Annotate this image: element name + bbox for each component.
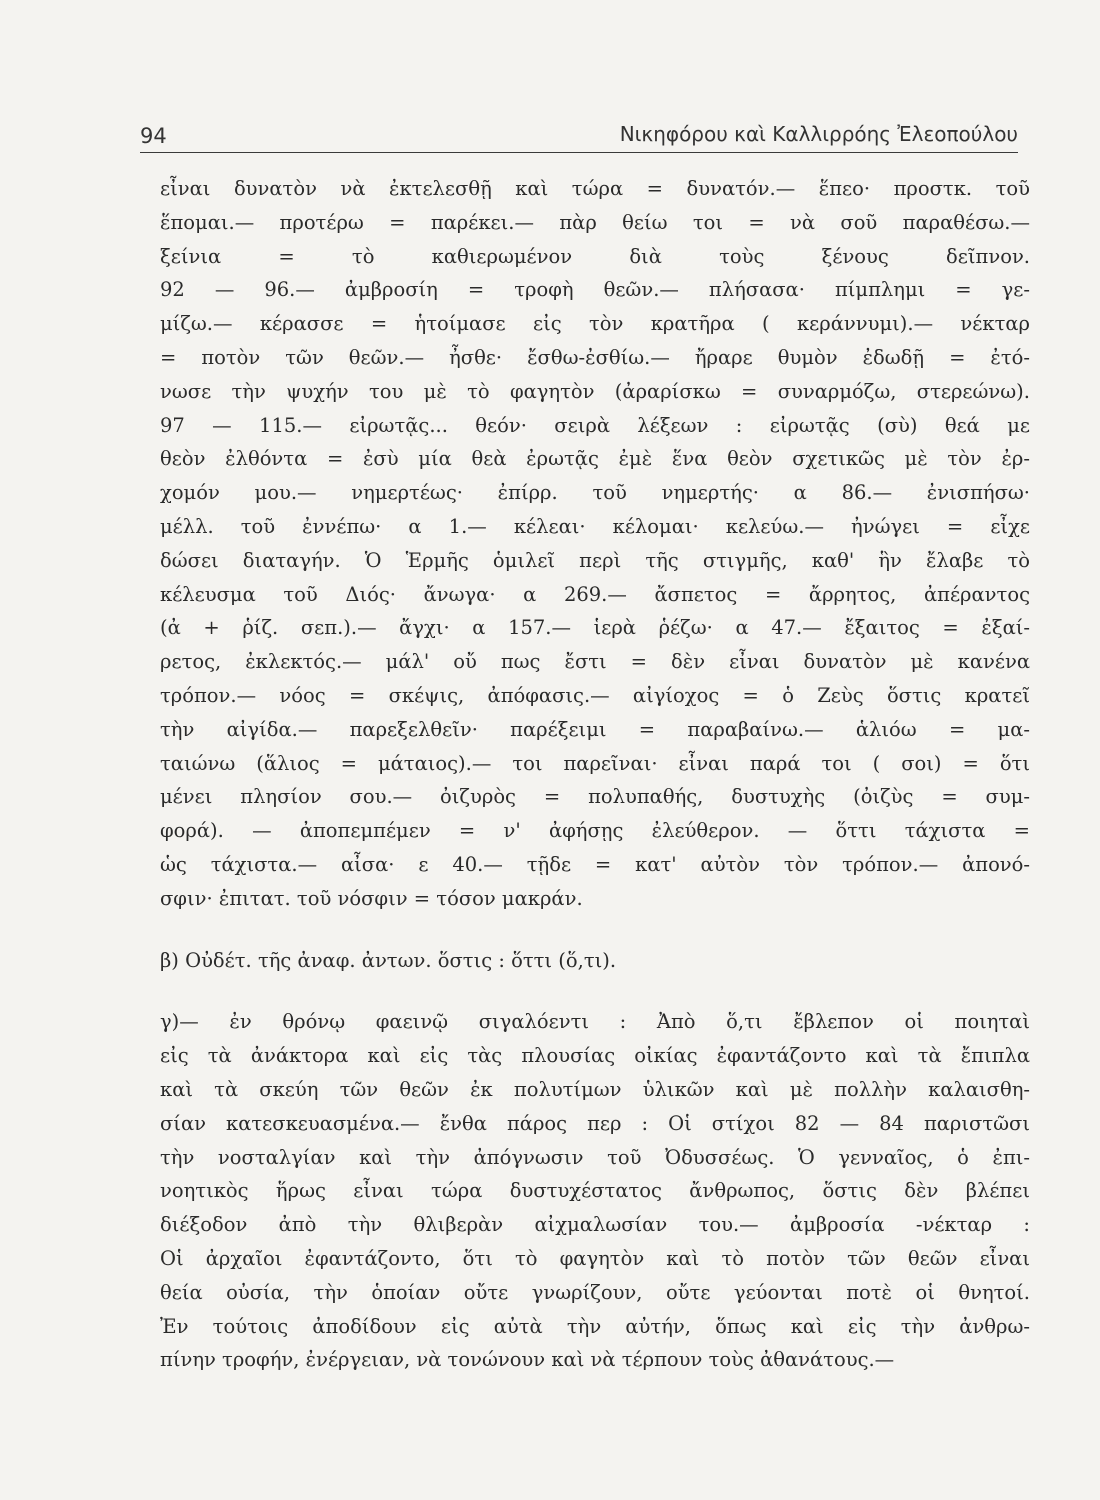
text-line: 97 — 115.— εἰρωτᾷς... θεόν· σειρὰ λέξεων : εἰρωτᾷς (σὺ) θεά με (160, 413, 1030, 437)
paragraph-2 (160, 944, 1030, 978)
paragraph-3 (160, 1005, 1030, 1377)
text-line: Ἐν τούτοις ἀποδίδουν εἰς αὐτὰ τὴν αὐτήν, ὅπως καὶ εἰς τὴν ἀνθρω- (160, 1314, 1030, 1338)
text-line: τὴν αἰγίδα.— παρεξελθεῖν· παρέξειμι = παραβαίνω.— ἁλιόω = μα- (160, 717, 1030, 741)
text-line: = ποτὸν τῶν θεῶν.— ἦσθε· ἔσθω-ἐσθίω.— ἤραρε θυμὸν ἐδωδῇ = ἐτό- (160, 345, 1030, 369)
text-line: φορά). — ἀποπεμπέμεν = ν' ἀφήσῃς ἐλεύθερον. — ὅττι τάχιστα = (160, 819, 1030, 843)
text-line: ἕπομαι.— προτέρω = παρέκει.— πὰρ θείω τοι = νὰ σοῦ παραθέσω.— (160, 210, 1030, 234)
text-line: εἰς τὰ ἀνάκτορα καὶ εἰς τὰς πλουσίας οἰκίας ἐφαντάζοντο καὶ τὰ ἔπιπλα (160, 1044, 1030, 1068)
text-line: (ἀ + ῥίζ. σεπ.).— ἄγχι· α 157.— ἱερὰ ῥέζω· α 47.— ἔξαιτος = ἐξαί- (160, 616, 1030, 640)
text-line: μένει πλησίον σου.— ὀιζυρὸς = πολυπαθής, δυστυχὴς (ὀιζὺς = συμ- (160, 785, 1030, 809)
text-line: κέλευσμα τοῦ Διός· ἄνωγα· α 269.— ἄσπετος = ἄρρητος, ἀπέραντος (160, 582, 1030, 606)
running-title: Νικηφόρου καὶ Καλλιρρόης Ἐλεοπούλου (619, 122, 1018, 146)
text-line: ὡς τάχιστα.— αἶσα· ε 40.— τῇδε = κατ' αὐτὸν τὸν τρόπον.— ἀπονό- (160, 852, 1030, 876)
text-line: μέλλ. τοῦ ἐννέπω· α 1.— κέλεαι· κέλομαι· κελεύω.— ἠνώγει = εἶχε (160, 514, 1030, 538)
text-line: καὶ τὰ σκεύη τῶν θεῶν ἐκ πολυτίμων ὑλικῶν καὶ μὲ πολλὴν καλαισθη- (160, 1077, 1030, 1101)
text-line: μίζω.— κέρασσε = ἡτοίμασε εἰς τὸν κρατῆρα ( κεράννυμι).— νέκταρ (160, 312, 1030, 336)
text-line: 92 — 96.— ἀμβροσίη = τροφὴ θεῶν.— πλήσασα· πίμπλημι = γε- (160, 278, 1030, 302)
text-line: β) Οὐδέτ. τῆς ἀναφ. ἀντων. ὅστις : ὅττι (ὅ,τι). (160, 948, 617, 972)
paragraph-gap (160, 977, 1030, 1005)
text-line: τὴν νοσταλγίαν καὶ τὴν ἀπόγνωσιν τοῦ Ὀδυσσέως. Ὁ γενναῖος, ὁ ἐπι- (160, 1145, 1030, 1169)
paragraph-gap (160, 916, 1030, 944)
text-line: Οἱ ἀρχαῖοι ἐφαντάζοντο, ὅτι τὸ φαγητὸν καὶ τὸ ποτὸν τῶν θεῶν εἶναι (160, 1246, 1030, 1270)
text-line: διέξοδον ἀπὸ τὴν θλιβερὰν αἰχμαλωσίαν του.— ἀμβροσία -νέκταρ : (160, 1213, 1030, 1237)
text-line: ξείνια = τὸ καθιερωμένον διὰ τοὺς ξένους δεῖπνον. (160, 244, 1030, 268)
text-line: γ)— ἐν θρόνῳ φαεινῷ σιγαλόεντι : Ἀπὸ ὅ,τι ἔβλεπον οἱ ποιηταὶ (160, 1010, 1030, 1034)
text-line: εἶναι δυνατὸν νὰ ἐκτελεσθῇ καὶ τώρα = δυνατόν.— ἕπεο· προστκ. τοῦ (160, 177, 1030, 200)
paragraph-1 (160, 172, 1030, 916)
text-line: σφιν· ἐπιτατ. τοῦ νόσφιν = τόσον μακράν. (160, 886, 583, 910)
page-number: 94 (140, 124, 167, 148)
text-line: σίαν κατεσκευασμένα.— ἔνθα πάρος περ : Οἱ στίχοι 82 — 84 παριστῶσι (160, 1111, 1030, 1135)
text-line: ταιώνω (ἅλιος = μάταιος).— τοι παρεῖναι· εἶναι παρά τοι ( σοι) = ὅτι (160, 751, 1030, 775)
text-line: πίνην τροφήν, ἐνέργειαν, νὰ τονώνουν καὶ νὰ τέρπουν τοὺς ἀθανάτους.— (160, 1348, 895, 1372)
text-line: δώσει διαταγήν. Ὁ Ἑρμῆς ὁμιλεῖ περὶ τῆς στιγμῆς, καθ' ἣν ἔλαβε τὸ (160, 548, 1030, 572)
text-line: νωσε τὴν ψυχήν του μὲ τὸ φαγητὸν (ἀραρίσκω = συναρμόζω, στερεώνω). (160, 379, 1030, 403)
text-line: θεὸν ἐλθόντα = ἐσὺ μία θεὰ ἐρωτᾷς ἐμὲ ἕνα θεὸν σχετικῶς μὲ τὸν ἐρ- (160, 447, 1030, 471)
text-line: χομόν μου.— νημερτέως· ἐπίρρ. τοῦ νημερτής· α 86.— ἐνισπήσω· (160, 481, 1030, 505)
text-line: νοητικὸς ἥρως εἶναι τώρα δυστυχέστατος ἄνθρωπος, ὅστις δὲν βλέπει (160, 1179, 1030, 1203)
body-text (160, 172, 1030, 1377)
page-header (140, 122, 1018, 153)
text-line: θεία οὐσία, τὴν ὁποίαν οὔτε γνωρίζουν, οὔτε γεύονται ποτὲ οἱ θνητοί. (160, 1280, 1030, 1304)
text-line: τρόπον.— νόος = σκέψις, ἀπόφασις.— αἰγίοχος = ὁ Ζεὺς ὅστις κρατεῖ (160, 683, 1030, 707)
text-line: ρετος, ἐκλεκτός.— μάλ' οὔ πως ἔστι = δὲν εἶναι δυνατὸν μὲ κανένα (160, 650, 1030, 674)
